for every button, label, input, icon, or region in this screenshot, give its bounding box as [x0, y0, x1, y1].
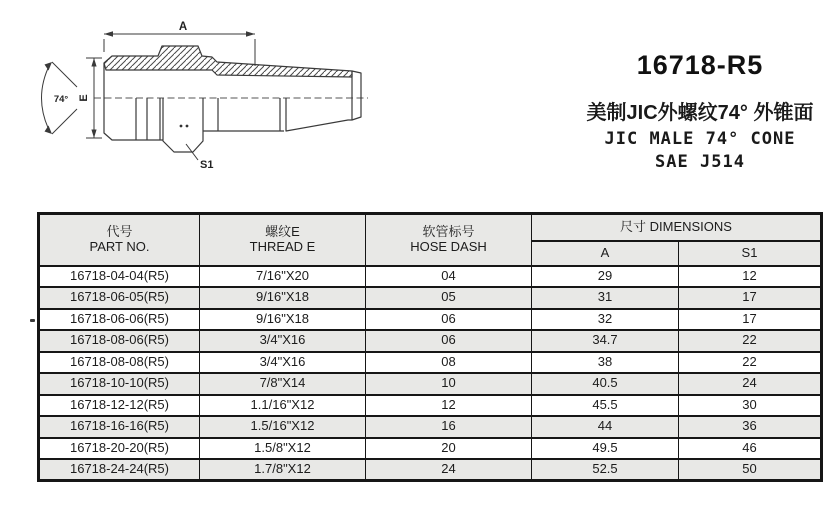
nut-detail-dot: [186, 125, 189, 128]
dim-a-cell: 45.5: [532, 395, 679, 417]
hose-dash-cell: 12: [366, 395, 532, 417]
hose-dash-cell: 24: [366, 459, 532, 481]
part-no-cell: 16718-12-12(R5): [39, 395, 200, 417]
dim-s1-cell: 12: [679, 266, 822, 288]
dim-a-cell: 38: [532, 352, 679, 374]
thread-cell: 9/16"X18: [200, 287, 366, 309]
hose-dash-cell: 10: [366, 373, 532, 395]
dim-a-cell: 52.5: [532, 459, 679, 481]
dim-e-label: E: [78, 94, 90, 102]
table-row: [39, 438, 822, 460]
part-no-cell: 16718-04-04(R5): [39, 266, 200, 288]
scan-artifact-dot: [30, 319, 35, 322]
dim-a-cell: 34.7: [532, 330, 679, 352]
dim-a-cell: 32: [532, 309, 679, 331]
col-header-thread: [200, 214, 366, 266]
table-row: [39, 352, 822, 374]
product-name-english: JIC MALE 74° CONE: [604, 129, 796, 149]
thread-cell: 7/16"X20: [200, 266, 366, 288]
part-no-cell: 16718-08-06(R5): [39, 330, 200, 352]
page-title-part-number: 16718-R5: [636, 50, 764, 80]
table-row: [39, 459, 822, 481]
s1-label: S1: [200, 159, 214, 171]
thread-cell: 1.5/8"X12: [200, 438, 366, 460]
thread-cell: 7/8"X14: [200, 373, 366, 395]
table-row: [39, 330, 822, 352]
col-header-dim-a: A: [532, 241, 679, 266]
col-header-part-no: [39, 214, 200, 266]
dim-s1-cell: 22: [679, 352, 822, 374]
part-no-cell: 16718-24-24(R5): [39, 459, 200, 481]
nut-detail-dot: [180, 125, 183, 128]
col-header-thread-en: THREAD E: [249, 238, 316, 254]
fitting-technical-drawing: [0, 0, 420, 210]
hose-dash-cell: 06: [366, 330, 532, 352]
dim-s1-cell: 30: [679, 395, 822, 417]
cone-angle-label: 74°: [53, 94, 69, 105]
part-no-cell: 16718-06-05(R5): [39, 287, 200, 309]
col-header-hose-dash-en: HOSE DASH: [410, 238, 487, 254]
thread-cell: 1.7/8"X12: [200, 459, 366, 481]
dim-s1-cell: 46: [679, 438, 822, 460]
col-header-hose-dash: [366, 214, 532, 266]
hose-dash-cell: 20: [366, 438, 532, 460]
table-row: [39, 266, 822, 288]
col-header-part-no-en: PART NO.: [89, 238, 150, 254]
dim-a-cell: 44: [532, 416, 679, 438]
col-header-thread-cn: 螺纹E: [265, 223, 300, 239]
thread-cell: 9/16"X18: [200, 309, 366, 331]
col-header-dim-s1: S1: [679, 241, 822, 266]
product-name-chinese: 美制JIC外螺纹74° 外锥面: [586, 102, 814, 124]
dim-s1-cell: 50: [679, 459, 822, 481]
dim-a-cell: 40.5: [532, 373, 679, 395]
part-no-cell: 16718-10-10(R5): [39, 373, 200, 395]
hose-dash-cell: 16: [366, 416, 532, 438]
dim-a-cell: 29: [532, 266, 679, 288]
table-row: [39, 395, 822, 417]
table-row: [39, 309, 822, 331]
spec-table: [37, 212, 823, 482]
col-header-hose-dash-cn: 软管标号: [422, 223, 475, 239]
part-no-cell: 16718-16-16(R5): [39, 416, 200, 438]
dim-a-label: A: [178, 21, 188, 33]
thread-cell: 3/4"X16: [200, 352, 366, 374]
table-row: [39, 416, 822, 438]
table-row: [39, 373, 822, 395]
title-block: [555, 50, 840, 172]
dim-s1-cell: 24: [679, 373, 822, 395]
part-no-cell: 16718-08-08(R5): [39, 352, 200, 374]
part-no-cell: 16718-06-06(R5): [39, 309, 200, 331]
dim-a-cell: 31: [532, 287, 679, 309]
hose-dash-cell: 08: [366, 352, 532, 374]
dim-s1-cell: 22: [679, 330, 822, 352]
thread-cell: 3/4"X16: [200, 330, 366, 352]
dim-a-cell: 49.5: [532, 438, 679, 460]
thread-cell: 1.1/16"X12: [200, 395, 366, 417]
dim-s1-cell: 36: [679, 416, 822, 438]
standard-reference: SAE J514: [655, 152, 745, 172]
part-no-cell: 16718-20-20(R5): [39, 438, 200, 460]
table-row: [39, 287, 822, 309]
dim-s1-cell: 17: [679, 309, 822, 331]
col-header-part-no-cn: 代号: [106, 223, 133, 239]
hose-dash-cell: 06: [366, 309, 532, 331]
col-header-dimensions: 尺寸 DIMENSIONS: [532, 214, 822, 241]
dim-s1-cell: 17: [679, 287, 822, 309]
hose-dash-cell: 04: [366, 266, 532, 288]
thread-cell: 1.5/16"X12: [200, 416, 366, 438]
fitting-section-hatch: [104, 46, 352, 77]
spec-table-container: [37, 212, 823, 482]
hose-dash-cell: 05: [366, 287, 532, 309]
